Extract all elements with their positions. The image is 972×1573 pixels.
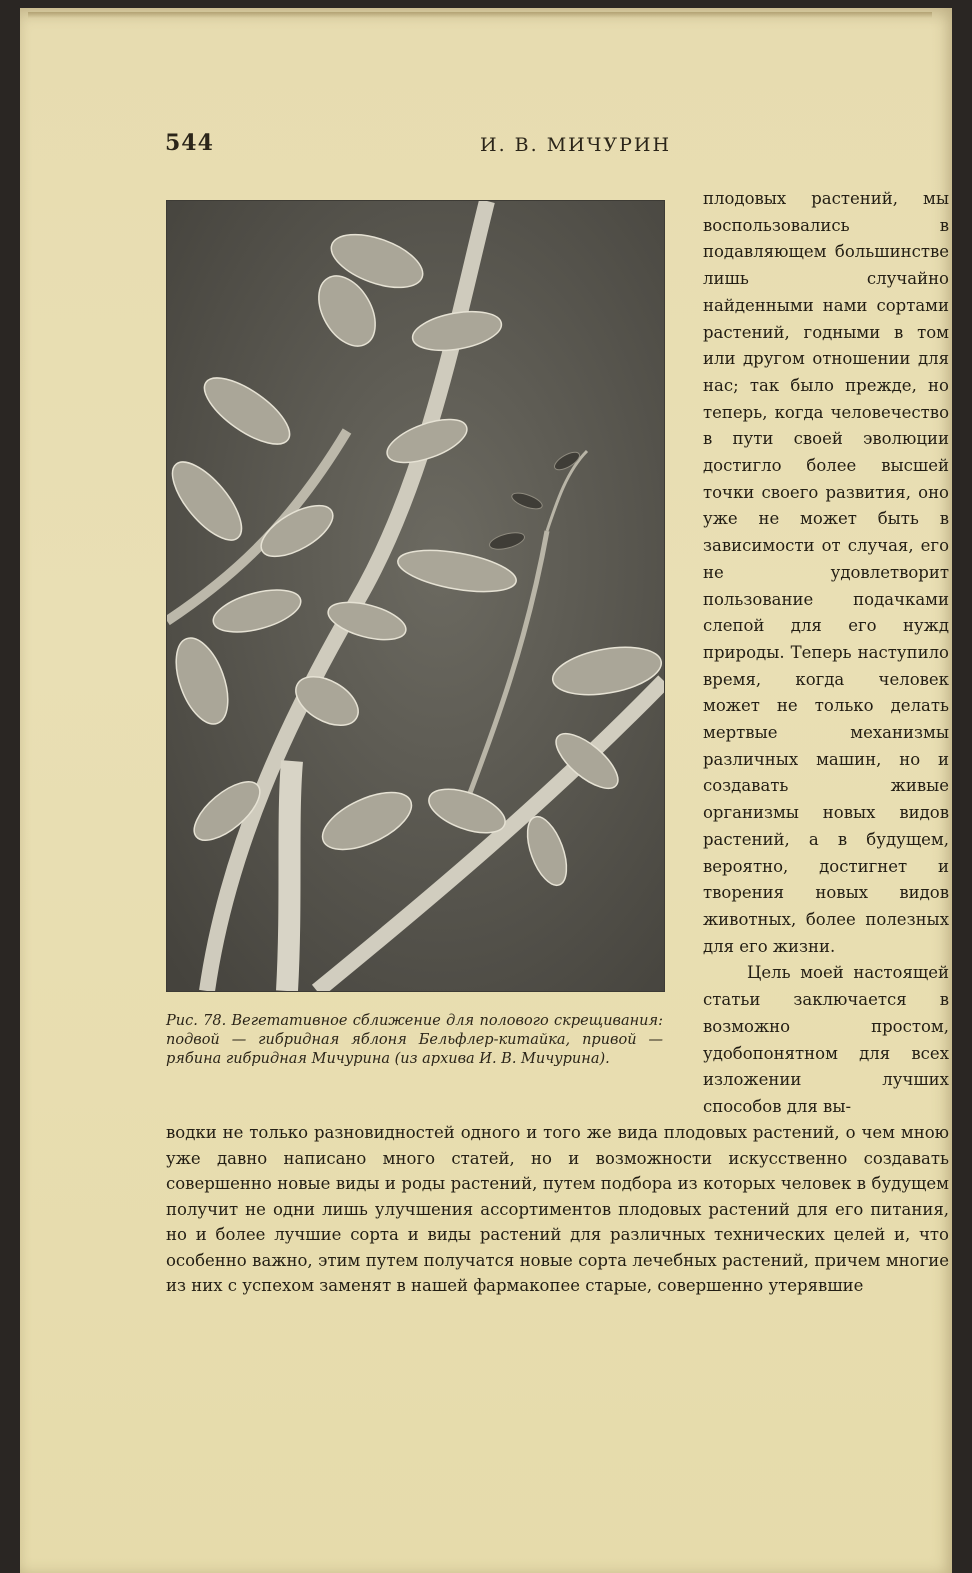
plant-photo-illustration <box>167 201 664 991</box>
figure-caption: Рис. 78. Вегетативное сближение для полового скрещивания: подвой — гибридная яблоня Бельфлер-китайка, привой — рябина гибридная Мичурина (из архива И. В. Мичурина). <box>166 1013 663 1067</box>
paragraph-1: плодовых растений, мы воспользовались в подавляющем большинстве лишь случайно найденными нами сортами растений, годными в том или другом отношении для нас; так было прежде, но теперь, когда человечество в пути своей эволюции достигло более высшей точки своего развития, оно уже не может быть в зависимости от случая, его не удовлетворит пользование подачками слепой для его нужд природы. Теперь наступило время, когда человек может не только делать мертвые механизмы различных машин, но и создавать живые организмы новых видов растений, а в будущем, вероятно, достигнет и творения новых видов животных, более полезных для его жизни. <box>703 189 949 956</box>
book-page <box>20 8 952 1573</box>
paragraph-2-continuation: водки не только разновидностей одного и того же вида плодовых растений, о чем мною уже давно написано много статей, но и возможности искусственно создавать совершенно новые виды и роды растений, путем подбора из которых человек в будущем получит не одни лишь улучшения ассортиментов плодовых растений для его питания, но и более лучшие сорта и виды растений для различных технических целей и, что особенно важно, этим путем получатся новые сорта лечебных растений, причем многие из них с успехом заменят в нашей фармакопее старые, совершенно утерявшие <box>166 1123 949 1295</box>
paragraph-2-start: Цель моей настоящей статьи заключается в возможно простом, удобопонятном для всех изложении лучших способов для вы- <box>703 963 949 1116</box>
page-number: 544 <box>165 130 214 156</box>
running-title: И. В. МИЧУРИН <box>480 134 672 156</box>
running-head <box>165 130 955 160</box>
text-column-right <box>703 186 949 1121</box>
figure-photo <box>166 200 665 992</box>
